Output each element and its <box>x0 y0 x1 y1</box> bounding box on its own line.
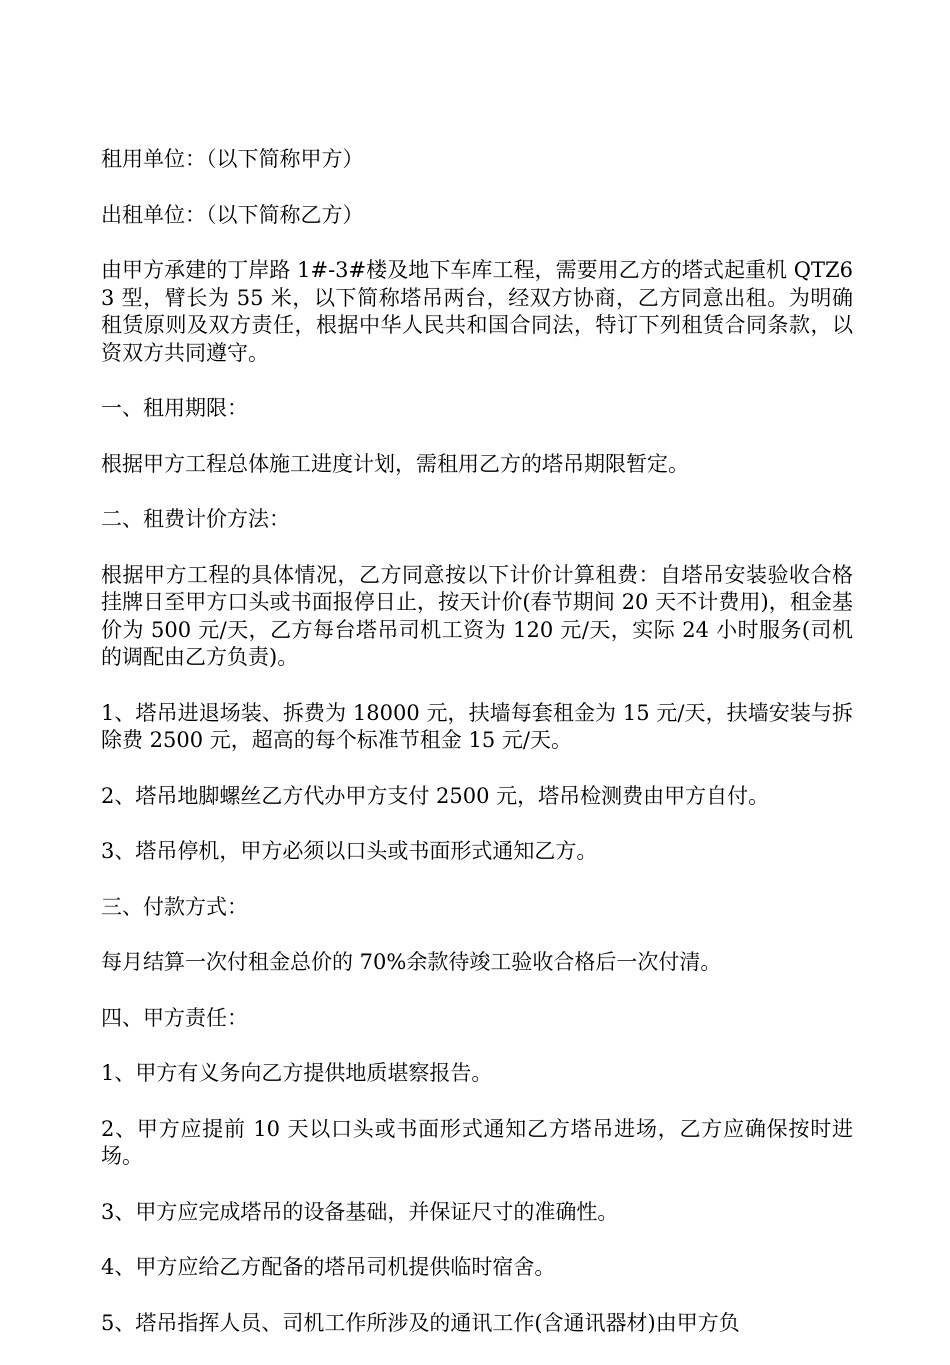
renter-unit-line: 租用单位：（以下简称甲方） <box>101 147 364 171</box>
party-a-duty-1: 1、甲方有义务向乙方提供地质堪察报告。 <box>101 1061 493 1085</box>
section-heading-payment: 三、付款方式： <box>101 894 248 919</box>
section-heading-party-a-duties: 四、甲方责任： <box>101 1005 248 1030</box>
payment-paragraph: 每月结算一次付租金总价的 70%余款待竣工验收合格后一次付清。 <box>101 950 722 974</box>
party-a-duty-4: 4、甲方应给乙方配备的塔吊司机提供临时宿舍。 <box>101 1255 556 1279</box>
pricing-item-3: 3、塔吊停机，甲方必须以口头或书面形式通知乙方。 <box>101 839 598 863</box>
party-a-duty-2: 2、甲方应提前 10 天以口头或书面形式通知乙方塔吊进场，乙方应确保按时进场。 <box>101 1116 853 1168</box>
section-heading-rental-period: 一、租用期限： <box>101 396 248 420</box>
section-heading-pricing: 二、租费计价方法： <box>101 507 290 531</box>
lessor-unit-line: 出租单位：（以下简称乙方） <box>101 202 364 227</box>
pricing-item-1: 1、塔吊进退场装、拆费为 18000 元，扶墙每套租金为 15 元/天，扶墙安装与拆除费 2500 元，超高的每个标准节租金 15 元/天。 <box>101 700 853 752</box>
party-a-duty-3: 3、甲方应完成塔吊的设备基础，并保证尺寸的准确性。 <box>101 1199 619 1224</box>
pricing-item-2: 2、塔吊地脚螺丝乙方代办甲方支付 2500 元，塔吊检测费由甲方自付。 <box>101 783 770 808</box>
document-body <box>101 146 853 1365</box>
pricing-paragraph: 根据甲方工程的具体情况，乙方同意按以下计价计算租费：自塔吊安装验收合格挂牌日至甲方口头或书面报停日止，按天计价(春节期间 20 天不计费用)，租金基价为 500 元/天，乙方每台塔吊司机工资为 120 元/天，实际 24 小时服务(司机的调配由乙方负责)。 <box>101 562 853 669</box>
rental-period-paragraph: 根据甲方工程总体施工进度计划，需租用乙方的塔吊期限暂定。 <box>101 451 689 476</box>
intro-paragraph: 由甲方承建的丁岸路 1#-3#楼及地下车库工程，需要用乙方的塔式起重机 QTZ63 型，臂长为 55 米，以下简称塔吊两台，经双方协商，乙方同意出租。为明确租赁原则及双方责任，根据中华人民共和国合同法，特订下列租赁合同条款，以资双方共同遵守。 <box>101 258 853 365</box>
party-a-duty-5: 5、塔吊指挥人员、司机工作所涉及的通讯工作(含通讯器材)由甲方负 <box>101 1310 740 1335</box>
